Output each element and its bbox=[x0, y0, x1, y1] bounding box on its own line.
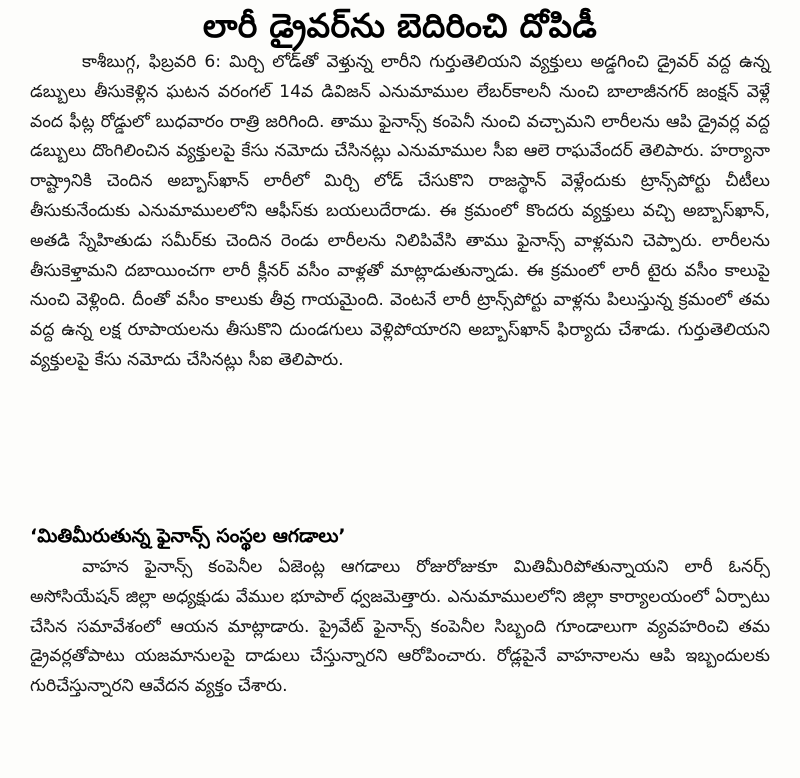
article-subheading: ‘మితిమీరుతున్న ఫైనాన్స్ సంస్థల ఆగడాలు’ bbox=[30, 525, 346, 547]
article-paragraph: కాశీబుగ్గ, ఫిబ్రవరి 6: మిర్చి లోడ్‌తో వెళ్తున్న లారీని గుర్తుతెలియని వ్యక్తులు అడ్డగించి డ్రైవర్ వద్ద ఉన్న డబ్బులు తీసుకెళ్లిన ఘటన వరంగల్ 14వ డివిజన్ ఎనుమాముల లేబర్‌కాలనీ నుంచి బాలాజీనగర్ జంక్షన్ వెళ్లే వంద ఫీట్ల రోడ్డులో బుధవారం రాత్రి జరిగింది. తాము ఫైనాన్స్ కంపెనీ నుంచి వచ్చామని లారీలను ఆపి డ్రైవర్ల వద్ద డబ్బులు దొంగిలించిన వ్యక్తులపై కేసు నమోదు చేసినట్లు ఎనుమాముల సీఐ ఆలె రాఘవేందర్ తెలిపారు. హర్యానా రాష్ట్రానికి చెందిన అబ్బాస్‌ఖాన్ లారీలో మిర్చి లోడ్ చేసుకొని రాజస్థాన్ వెళ్లేందుకు ట్రాన్స్‌పోర్టు చీటీలు తీసుకునేందుకు ఎనుమాములలోని ఆఫీస్‌కు బయలుదేరాడు. ఈ క్రమంలో కొందరు వ్యక్తులు వచ్చి అబ్బాస్‌ఖాన్, అతడి స్నేహితుడు సమీర్‌కు చెందిన రెండు లారీలను నిలిపివేసి తాము ఫైనాన్స్ వాళ్లమని చెప్పారు. లారీలను తీసుకెళ్తామని దబాయించగా లారీ క్లీనర్ వసీం వాళ్లతో మాట్లాడుతున్నాడు. ఈ క్రమంలో లారీ టైరు వసీం కాలుపై నుంచి వెళ్లింది. దీంతో వసీం కాలుకు తీవ్ర గాయమైంది. వెంటనే లారీ ట్రాన్స్‌పోర్టు వాళ్లను పిలుస్తున్న క్రమంలో తమ వద్ద ఉన్న లక్ష రూపాయలను తీసుకొని దుండగులు వెళ్లిపోయారని అబ్బాస్‌ఖాన్ ఫిర్యాదు చేశాడు. గుర్తుతెలియని వ్యక్తులపై కేసు నమోదు చేసినట్లు సీఐ తెలిపారు. bbox=[30, 52, 770, 370]
article-paragraph-second: వాహన ఫైనాన్స్ కంపెనీల ఏజెంట్ల ఆగడాలు రోజురోజుకూ మితిమీరిపోతున్నాయని లారీ ఓనర్స్ అసోసియేషన్ జిల్లా అధ్యక్షుడు వేముల భూపాల్ ధ్వజమెత్తారు. ఎనుమాములలోని జిల్లా కార్యాలయంలో ఏర్పాటు చేసిన సమావేశంలో ఆయన మాట్లాడారు. ప్రైవేట్ ఫైనాన్స్ కంపెనీల సిబ్బంది గూండాలుగా వ్యవహరించి తమ డ్రైవర్లతోపాటు యజమానులపై దాడులు చేస్తున్నారని ఆరోపించారు. రోడ్లపైనే వాహనాలను ఆపి ఇబ్బందులకు గురిచేస్తున్నారని ఆవేదన వ్యక్తం చేశారు. bbox=[30, 557, 770, 697]
article-headline: లారీ డ్రైవర్‌ను బెదిరించి దోపిడీ bbox=[202, 6, 598, 45]
article-body bbox=[30, 48, 770, 376]
article-body-second bbox=[30, 553, 770, 702]
